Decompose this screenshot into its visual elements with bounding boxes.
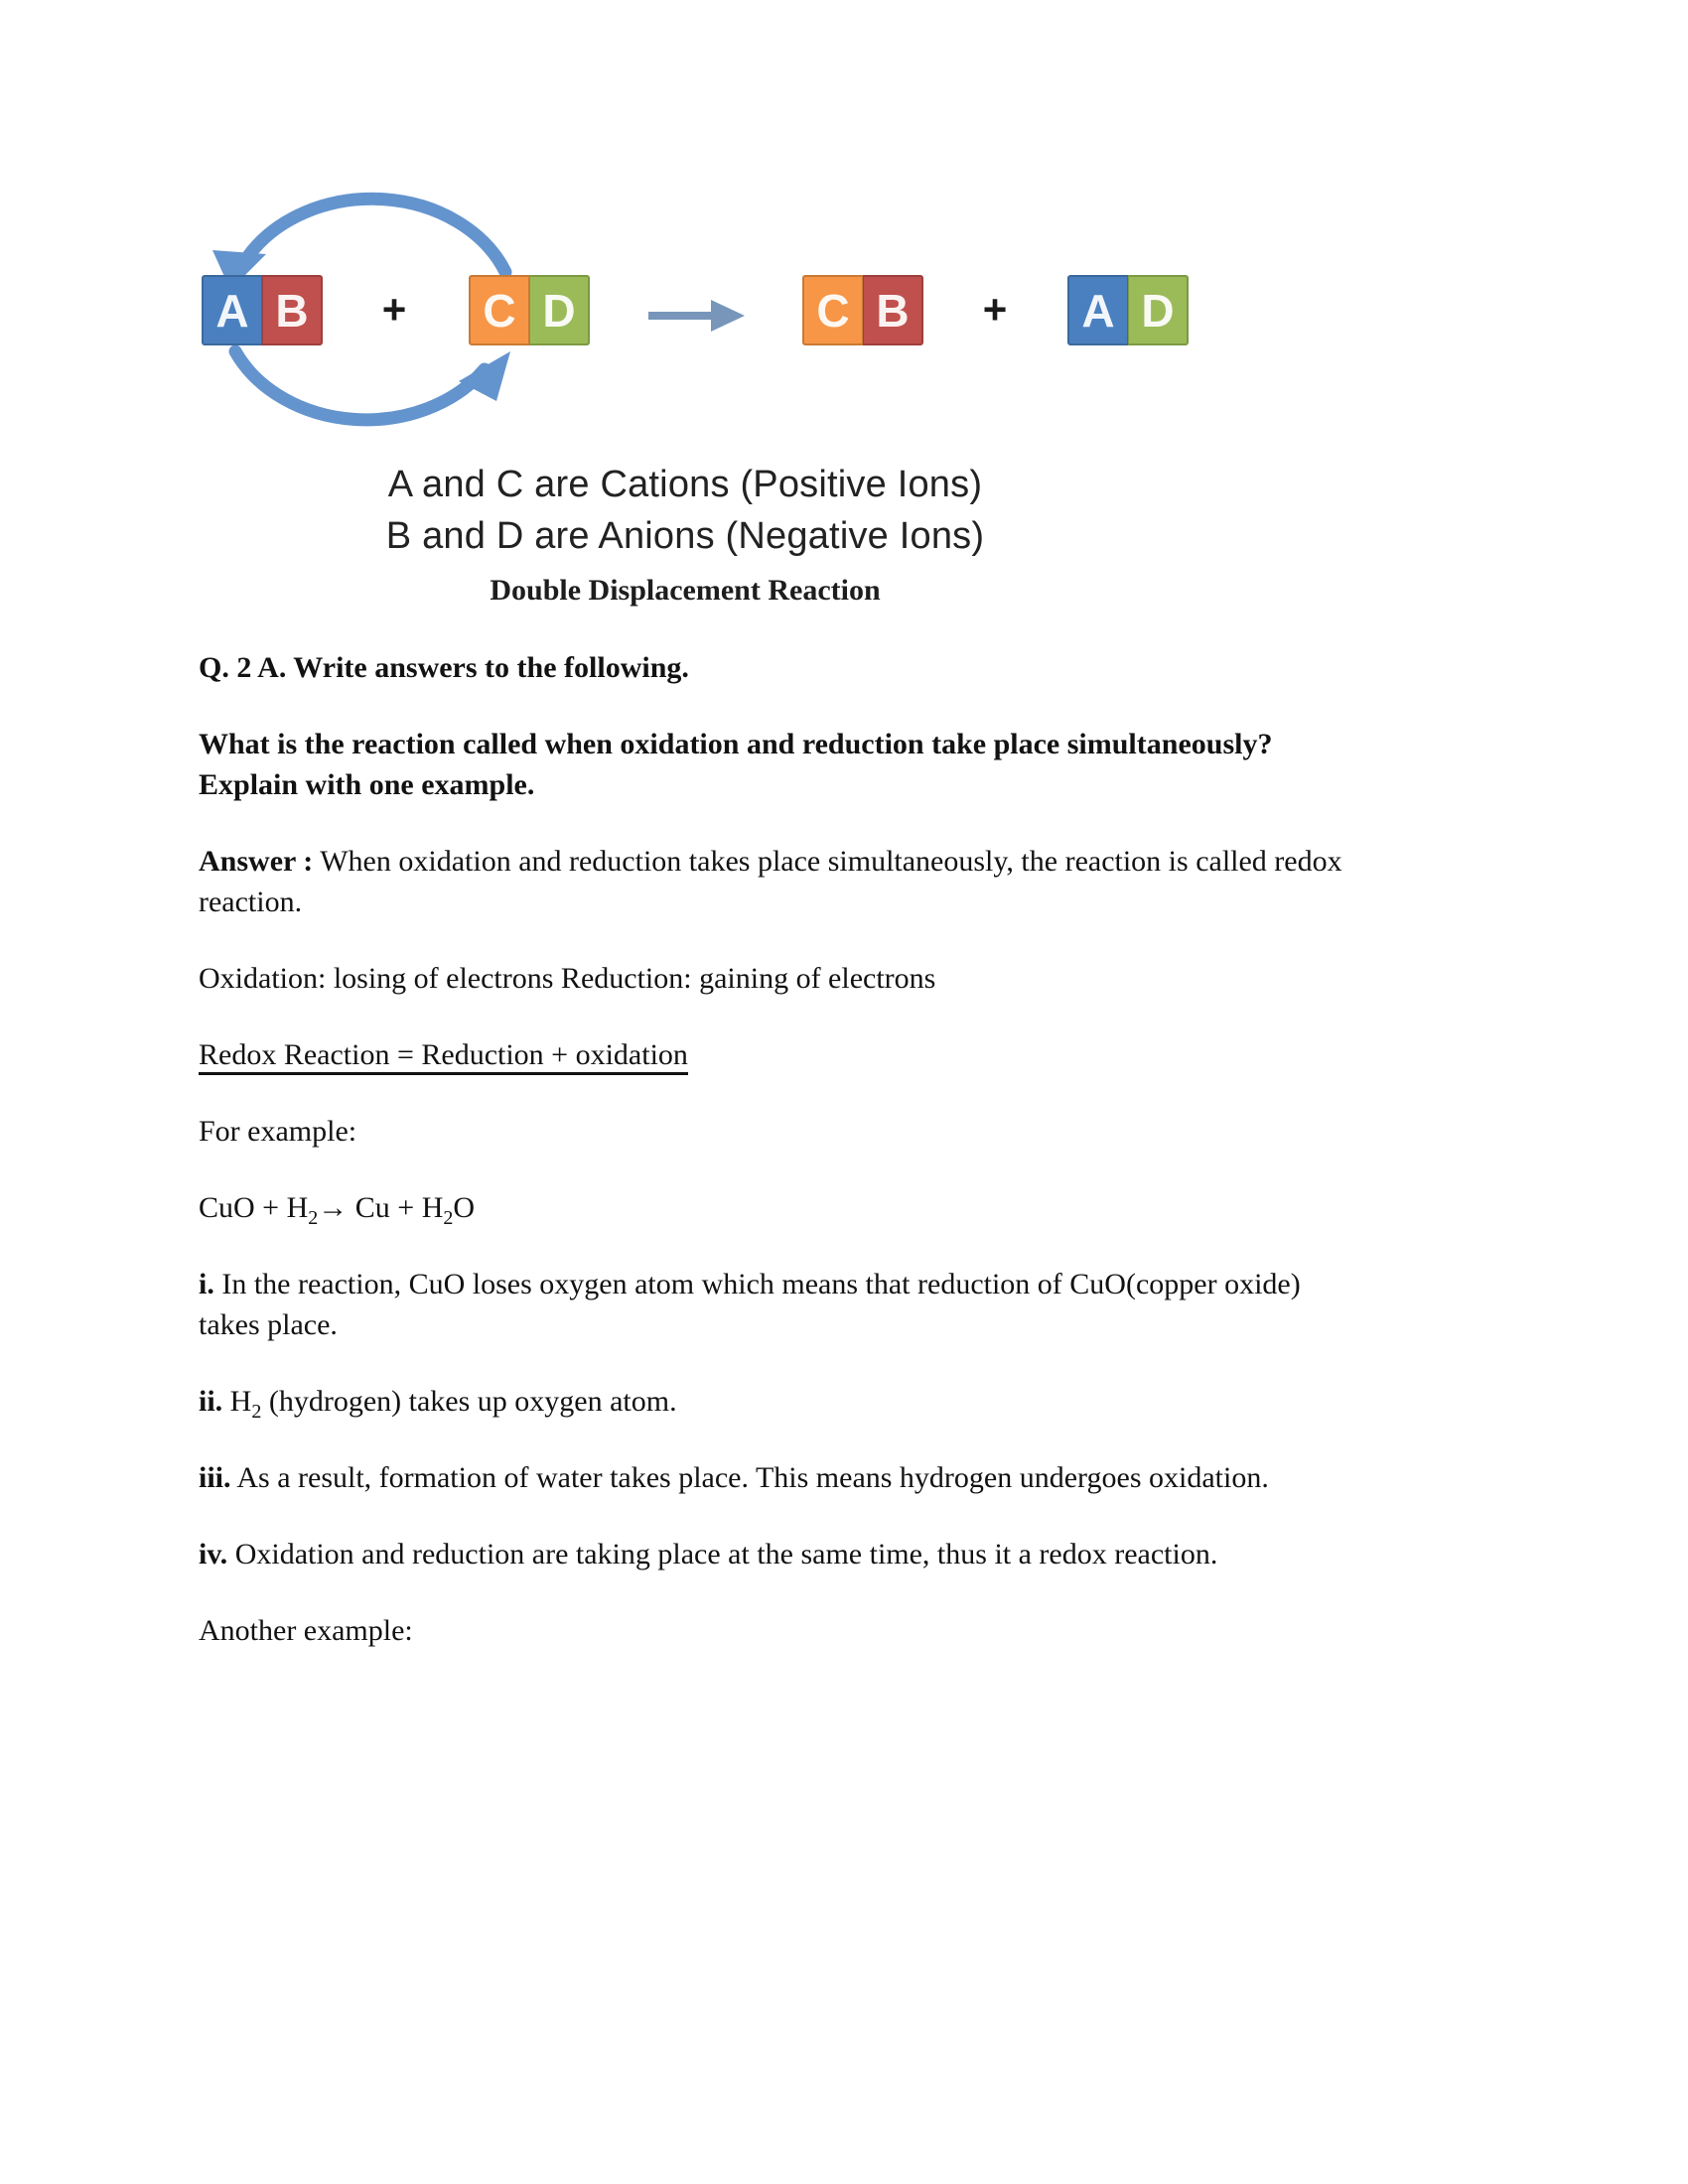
ion-label-b2: B — [876, 284, 910, 337]
ion-box-d2 — [1128, 275, 1189, 345]
question-line1: What is the reaction called when oxidation and reduction take place simultaneously? — [199, 728, 1273, 760]
molecule-ab — [202, 275, 323, 345]
ion-box-b — [262, 275, 323, 345]
diagram-title: Double Displacement Reaction — [490, 574, 881, 607]
item-i-line2: takes place. — [199, 1308, 338, 1341]
ion-box-c2 — [802, 275, 863, 345]
ion-label-b: B — [275, 284, 309, 337]
redox-equation-line — [199, 1034, 1460, 1075]
answer-text-block — [199, 647, 1460, 1687]
answer-line2: reaction. — [199, 886, 303, 918]
question-text — [199, 724, 1460, 805]
equation-part2: → Cu + H — [318, 1191, 444, 1224]
ion-label-c: C — [483, 284, 516, 337]
ion-label-c2: C — [816, 284, 850, 337]
plus-sign-reactants: + — [381, 286, 407, 333]
item-iii-label: iii. — [199, 1461, 231, 1494]
list-item-iii — [199, 1457, 1460, 1498]
plus-sign-products: + — [982, 286, 1008, 333]
molecule-ad — [1067, 275, 1189, 345]
item-ii-part1: H — [222, 1385, 252, 1418]
item-iv-label: iv. — [199, 1538, 228, 1570]
molecule-cb — [802, 275, 923, 345]
question-header: Q. 2 A. Write answers to the following. — [199, 651, 689, 684]
item-ii-label: ii. — [199, 1385, 223, 1418]
ion-box-a2 — [1067, 275, 1128, 345]
ion-box-d — [529, 275, 590, 345]
swap-arc-bottom — [235, 351, 485, 420]
item-ii-subscript: 2 — [251, 1401, 262, 1423]
equation-subscript2: 2 — [443, 1207, 454, 1229]
caption-anions: B and D are Anions (Negative Ions) — [385, 515, 985, 557]
answer-paragraph — [199, 841, 1460, 922]
oxidation-reduction-definitions: Oxidation: losing of electrons Reduction: gaining of electrons — [199, 962, 936, 995]
question-line2: Explain with one example. — [199, 768, 535, 801]
answer-line1: When oxidation and reduction takes place simultaneously, the reaction is called redox — [313, 845, 1342, 878]
item-iii-text: As a result, formation of water takes place. This means hydrogen undergoes oxidation. — [230, 1461, 1269, 1494]
list-item-i — [199, 1264, 1460, 1345]
redox-equation-underlined: Redox Reaction = Reduction + oxidation — [199, 1038, 688, 1075]
answer-label: Answer : — [199, 845, 314, 878]
ion-label-a2: A — [1081, 284, 1115, 337]
equation-part1: CuO + H — [199, 1191, 309, 1224]
item-i-label: i. — [199, 1268, 214, 1300]
reaction-diagram — [0, 0, 1688, 645]
list-item-ii — [199, 1381, 1460, 1422]
for-example-line: For example: — [199, 1115, 357, 1148]
ion-box-b2 — [863, 275, 923, 345]
diagram-captions — [189, 459, 1182, 562]
item-i-line1: In the reaction, CuO loses oxygen atom which means that reduction of CuO(copper oxide) — [213, 1268, 1301, 1300]
ion-label-d: D — [542, 284, 576, 337]
chemical-equation — [199, 1187, 1460, 1228]
yields-arrowhead-icon — [711, 300, 745, 332]
ion-box-c — [469, 275, 529, 345]
swap-arc-top — [248, 199, 505, 272]
caption-cations: A and C are Cations (Positive Ions) — [387, 464, 983, 505]
molecule-cd — [469, 275, 590, 345]
ion-label-a: A — [215, 284, 249, 337]
another-example-line: Another example: — [199, 1614, 413, 1647]
item-ii-part2: (hydrogen) takes up oxygen atom. — [261, 1385, 677, 1418]
list-item-iv — [199, 1534, 1460, 1574]
equation-subscript1: 2 — [308, 1207, 319, 1229]
ion-box-a — [202, 275, 262, 345]
item-iv-text: Oxidation and reduction are taking place at the same time, thus it a redox reaction. — [227, 1538, 1218, 1570]
ion-label-d2: D — [1141, 284, 1175, 337]
equation-part3: O — [453, 1191, 476, 1224]
